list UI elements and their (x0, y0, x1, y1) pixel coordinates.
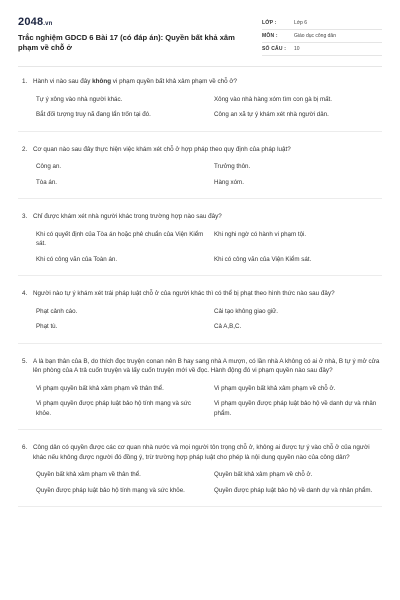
logo-suffix: .vn (43, 21, 53, 27)
question-head (18, 145, 382, 155)
info-label: LỚP : (262, 20, 277, 26)
question-head (18, 443, 382, 462)
page-title: Trắc nghiệm GDCD 6 Bài 17 (có đáp án): Quyền bất khả xâm phạm về chỗ ở (18, 33, 235, 52)
answer-options (18, 230, 382, 265)
answer-option[interactable]: Khi có công văn của Viện Kiểm sát. (214, 255, 312, 263)
info-table (262, 17, 382, 62)
question-number: 1. (22, 78, 28, 85)
question-number: 2. (22, 145, 28, 153)
question-number: 4. (22, 290, 28, 297)
question-6 (18, 443, 382, 507)
question-text-part: Người nào tự ý khám xét trái pháp luật chỗ ở của người khác thì có thể bị phạt theo hình thức nào sau đây? (33, 290, 335, 297)
question-text-part: Cơ quan nào sau đây thực hiện việc khám xét chỗ ở hợp pháp theo quy định của pháp luật? (33, 145, 291, 153)
answer-option[interactable]: Khi có công văn của Toàn án. (36, 255, 118, 263)
answer-options (18, 162, 382, 187)
answer-option[interactable]: Công an. (36, 163, 62, 170)
answer-option[interactable]: Công an xã tự ý khám xét nhà người dân. (214, 111, 329, 118)
answer-option[interactable]: Bắt đối tượng truy nã đang lẩn trốn tại đó. (36, 111, 151, 118)
header-left (18, 16, 240, 62)
answer-option[interactable]: Quyền được pháp luật bảo hộ về danh dự và nhân phẩm. (214, 486, 373, 494)
answer-option[interactable]: Phạt cảnh cáo. (36, 307, 78, 315)
answer-option[interactable]: Hàng xóm. (214, 178, 244, 186)
question-text (33, 212, 382, 222)
question-4 (18, 289, 382, 344)
question-head (18, 289, 382, 299)
question-text (33, 77, 382, 87)
question-text-part: Công dân có quyền được các cơ quan nhà nước và mọi người tôn trọng chỗ ở, không ai được tự ý vào chỗ ở của người khác nếu không được người đó đồng ý, trừ trường hợp pháp luật cho phép là nội dung quyền nào của công dân? (33, 444, 370, 461)
answer-option[interactable]: Khi nghi ngờ có hành vi phạm tội. (214, 230, 307, 238)
answer-option[interactable]: Tòa án. (36, 178, 57, 186)
answer-options (18, 384, 382, 419)
info-row-count (262, 43, 382, 56)
answer-options (18, 95, 382, 120)
header-divider (18, 66, 382, 67)
answer-option[interactable]: Vi phạm quyền bất khả xâm phạm về chỗ ở. (214, 384, 336, 392)
answer-option[interactable]: Phạt tù. (36, 323, 58, 330)
page-header (18, 0, 382, 62)
question-text (33, 289, 382, 299)
question-5 (18, 357, 382, 431)
question-list (18, 77, 382, 507)
question-1 (18, 77, 382, 132)
question-text (33, 443, 382, 462)
question-text-part: Chỉ được khám xét nhà người khác trong trường hợp nào sau đây? (33, 213, 222, 220)
info-value: 10 (294, 46, 300, 52)
question-2 (18, 145, 382, 200)
answer-option[interactable]: Khi có quyết định của Tòa án hoặc phê chuẩn của Viện Kiểm sát. (36, 230, 204, 247)
answer-option[interactable]: Quyền được pháp luật bảo hộ tính mạng và sức khỏe. (36, 486, 185, 494)
question-head (18, 77, 382, 87)
answer-options (18, 470, 382, 495)
answer-option[interactable]: Vi phạm quyền được pháp luật bảo hộ tính mạng và sức khỏe. (36, 400, 191, 417)
site-logo[interactable] (18, 16, 240, 30)
info-label: SỐ CÂU : (262, 46, 287, 52)
answer-option[interactable]: Quyền bất khả xâm phạm về chỗ ở. (214, 471, 313, 478)
answer-options (18, 307, 382, 332)
answer-option[interactable]: Quyền bất khả xâm phạm về thân thể. (36, 471, 141, 478)
question-text-part: Hành vi nào sau đây (33, 78, 93, 85)
question-text-emphasis: không (92, 78, 112, 85)
answer-option[interactable]: Cả A,B,C. (214, 323, 242, 330)
question-text (33, 145, 382, 155)
question-text (33, 357, 382, 376)
info-label: MÔN : (262, 33, 278, 39)
logo-main: 2048 (18, 16, 44, 28)
answer-option[interactable]: Tự ý xông vào nhà người khác. (36, 95, 123, 103)
question-text-part: vi phạm quyền bất khả xâm phạm về chỗ ở? (111, 78, 238, 85)
question-number: 3. (22, 213, 28, 220)
answer-option[interactable]: Cải tạo không giao giữ. (214, 307, 278, 315)
answer-option[interactable]: Vi phạm quyền được pháp luật bảo hộ về danh dự và nhân phẩm. (214, 400, 377, 417)
info-value: Lớp 6 (294, 20, 308, 26)
question-number: 6. (22, 444, 28, 451)
info-value: Giáo dục công dân (294, 33, 336, 39)
answer-option[interactable]: Trưởng thôn. (214, 163, 251, 170)
info-row-grade (262, 17, 382, 30)
answer-option[interactable]: Xông vào nhà hàng xóm tìm con gà bị mất. (214, 95, 332, 103)
question-3 (18, 212, 382, 276)
question-head (18, 212, 382, 222)
question-text-part: A là bạn thân của B, do thích đọc truyện conan nên B hay sang nhà A mượn, có lần nhà A không có ai ở nhà, B tự ý mở cửa lên phòng của A trả cuốn truyện và lấy cuốn truyện mới về đọc. Hành động đó vi phạm quyền nào sau đây? (33, 357, 380, 374)
question-number: 5. (22, 357, 28, 365)
info-row-subject (262, 30, 382, 43)
answer-option[interactable]: Vi phạm quyền bất khả xâm phạm về thân thể. (36, 384, 164, 392)
question-head (18, 357, 382, 376)
